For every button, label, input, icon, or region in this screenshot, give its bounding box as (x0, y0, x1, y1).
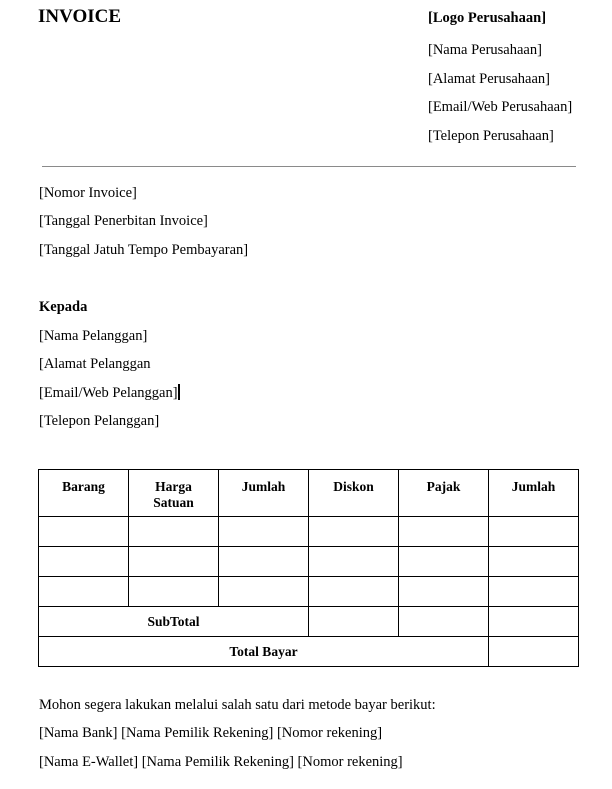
header-jumlah-total: Jumlah (489, 470, 579, 517)
cell-jumlah[interactable] (219, 517, 309, 547)
cell-barang[interactable] (39, 547, 129, 577)
header-divider (42, 166, 576, 167)
total-value[interactable] (489, 637, 579, 667)
text-cursor (178, 384, 180, 400)
cell-pajak[interactable] (399, 547, 489, 577)
table-header-row (39, 470, 579, 517)
cell-harga-satuan[interactable] (129, 547, 219, 577)
header-barang: Barang (39, 470, 129, 517)
header-harga-satuan (129, 470, 219, 517)
cell-harga-satuan[interactable] (129, 517, 219, 547)
table-row (39, 577, 579, 607)
invoice-number[interactable]: [Nomor Invoice] (39, 185, 137, 201)
customer-email-web[interactable]: [Email/Web Pelanggan] (39, 385, 178, 401)
recipient-heading: Kepada (39, 299, 88, 315)
total-label: Total Bayar (39, 637, 489, 667)
customer-name[interactable]: [Nama Pelanggan] (39, 328, 148, 344)
subtotal-diskon[interactable] (309, 607, 399, 637)
header-diskon: Diskon (309, 470, 399, 517)
header-pajak: Pajak (399, 470, 489, 517)
header-jumlah: Jumlah (219, 470, 309, 517)
cell-diskon[interactable] (309, 517, 399, 547)
cell-harga-satuan[interactable] (129, 577, 219, 607)
payment-intro: Mohon segera lakukan melalui salah satu dari metode bayar berikut: (39, 697, 436, 713)
table-row (39, 517, 579, 547)
cell-diskon[interactable] (309, 577, 399, 607)
company-phone[interactable]: [Telepon Perusahaan] (428, 128, 554, 144)
subtotal-pajak[interactable] (399, 607, 489, 637)
cell-barang[interactable] (39, 577, 129, 607)
cell-pajak[interactable] (399, 517, 489, 547)
invoice-issue-date[interactable]: [Tanggal Penerbitan Invoice] (39, 213, 208, 229)
header-harga-satuan-label: Harga Satuan (153, 479, 194, 510)
customer-email-web-line[interactable] (39, 384, 180, 402)
table-row (39, 547, 579, 577)
cell-jumlah-total[interactable] (489, 547, 579, 577)
cell-jumlah[interactable] (219, 547, 309, 577)
company-name[interactable]: [Nama Perusahaan] (428, 42, 542, 58)
company-address[interactable]: [Alamat Perusahaan] (428, 71, 550, 87)
invoice-title: INVOICE (38, 6, 122, 27)
company-logo-placeholder[interactable]: [Logo Perusahaan] (428, 10, 547, 26)
cell-jumlah-total[interactable] (489, 577, 579, 607)
subtotal-jumlah[interactable] (489, 607, 579, 637)
customer-address[interactable]: [Alamat Pelanggan (39, 356, 151, 372)
total-row (39, 637, 579, 667)
cell-jumlah-total[interactable] (489, 517, 579, 547)
invoice-items-table (38, 469, 579, 667)
cell-pajak[interactable] (399, 577, 489, 607)
customer-phone[interactable]: [Telepon Pelanggan] (39, 413, 160, 429)
company-email-web[interactable]: [Email/Web Perusahaan] (428, 99, 573, 115)
cell-diskon[interactable] (309, 547, 399, 577)
payment-ewallet-line[interactable]: [Nama E-Wallet] [Nama Pemilik Rekening] [Nomor rekening] (39, 754, 403, 770)
cell-barang[interactable] (39, 517, 129, 547)
subtotal-row (39, 607, 579, 637)
subtotal-label: SubTotal (39, 607, 309, 637)
invoice-due-date[interactable]: [Tanggal Jatuh Tempo Pembayaran] (39, 242, 249, 258)
cell-jumlah[interactable] (219, 577, 309, 607)
payment-bank-line[interactable]: [Nama Bank] [Nama Pemilik Rekening] [Nomor rekening] (39, 725, 383, 741)
